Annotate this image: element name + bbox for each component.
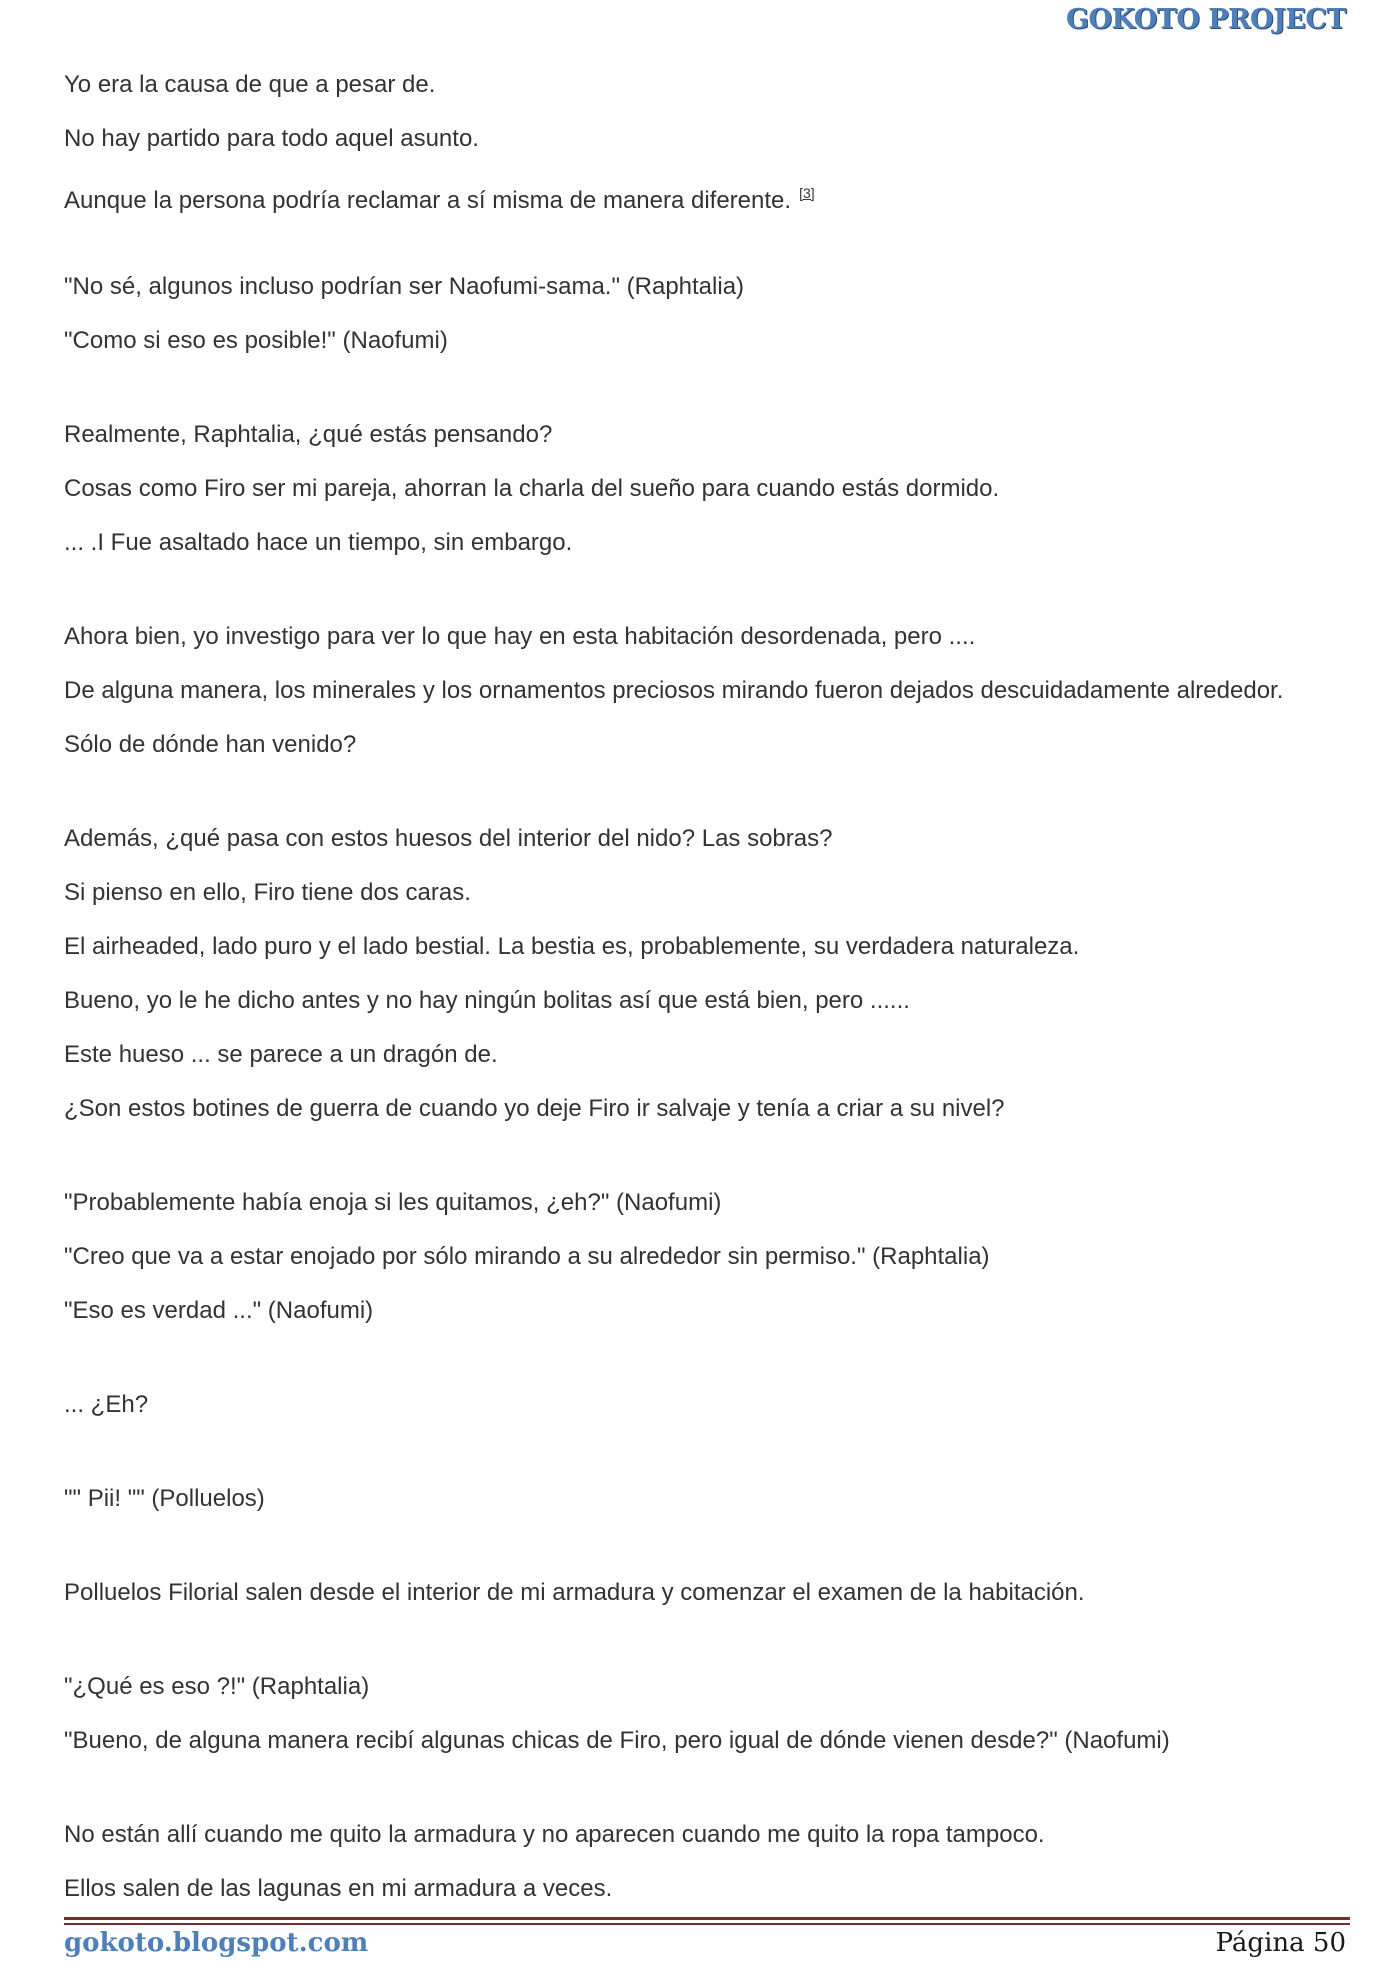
footer-site-link[interactable]: gokoto.blogspot.com [64,1928,369,1958]
paragraph: "Bueno, de alguna manera recibí algunas chicas de Firo, pero igual de dónde vienen desde?" (Naofumi) [64,1727,1170,1754]
paragraph: ... .I Fue asaltado hace un tiempo, sin embargo. [64,529,573,556]
paragraph: "Eso es verdad ..." (Naofumi) [64,1297,374,1324]
paragraph: Sólo de dónde han venido? [64,731,357,758]
paragraph: El airheaded, lado puro y el lado bestial. La bestia es, probablemente, su verdadera naturaleza. [64,933,1080,960]
paragraph: Bueno, yo le he dicho antes y no hay ningún bolitas así que está bien, pero ...... [64,987,910,1014]
paragraph: Yo era la causa de que a pesar de. [64,71,436,98]
paragraph: "No sé, algunos incluso podrían ser Naofumi-sama." (Raphtalia) [64,273,745,300]
footer-divider [64,1917,1350,1925]
paragraph: Cosas como Firo ser mi pareja, ahorran la charla del sueño para cuando estás dormido. [64,475,1000,502]
paragraph: "Creo que va a estar enojado por sólo mirando a su alrededor sin permiso." (Raphtalia) [64,1243,990,1270]
footnote-link[interactable]: [3] [799,185,815,201]
paragraph: No están allí cuando me quito la armadura y no aparecen cuando me quito la ropa tampoco. [64,1821,1045,1848]
page-number: Página 50 [1215,1928,1346,1958]
paragraph: "Como si eso es posible!" (Naofumi) [64,327,448,354]
paragraph: De alguna manera, los minerales y los ornamentos preciosos mirando fueron dejados descuidadamente alrededor. [64,677,1284,704]
paragraph: Realmente, Raphtalia, ¿qué estás pensando? [64,421,553,448]
paragraph: Polluelos Filorial salen desde el interior de mi armadura y comenzar el examen de la habitación. [64,1579,1085,1606]
paragraph: Si pienso en ello, Firo tiene dos caras. [64,879,471,906]
paragraph: Ellos salen de las lagunas en mi armadura a veces. [64,1875,613,1902]
paragraph: Este hueso ... se parece a un dragón de. [64,1041,498,1068]
paragraph: No hay partido para todo aquel asunto. [64,125,479,152]
paragraph: "Probablemente había enoja si les quitamos, ¿eh?" (Naofumi) [64,1189,722,1216]
paragraph: "¿Qué es eso ?!" (Raphtalia) [64,1673,370,1700]
paragraph-with-footnote [64,178,1346,214]
header-brand-logo: GOKOTO PROJECT [1065,4,1346,35]
paragraph: ... ¿Eh? [64,1391,149,1418]
paragraph-text: Aunque la persona podría reclamar a sí misma de manera diferente. [64,187,792,214]
paragraph: ¿Son estos botines de guerra de cuando yo deje Firo ir salvaje y tenía a criar a su nivel? [64,1095,1005,1122]
document-body [64,70,1346,1928]
paragraph: "" Pii! "" (Polluelos) [64,1485,265,1512]
paragraph: Además, ¿qué pasa con estos huesos del interior del nido? Las sobras? [64,825,833,852]
paragraph: Ahora bien, yo investigo para ver lo que hay en esta habitación desordenada, pero .... [64,623,976,650]
